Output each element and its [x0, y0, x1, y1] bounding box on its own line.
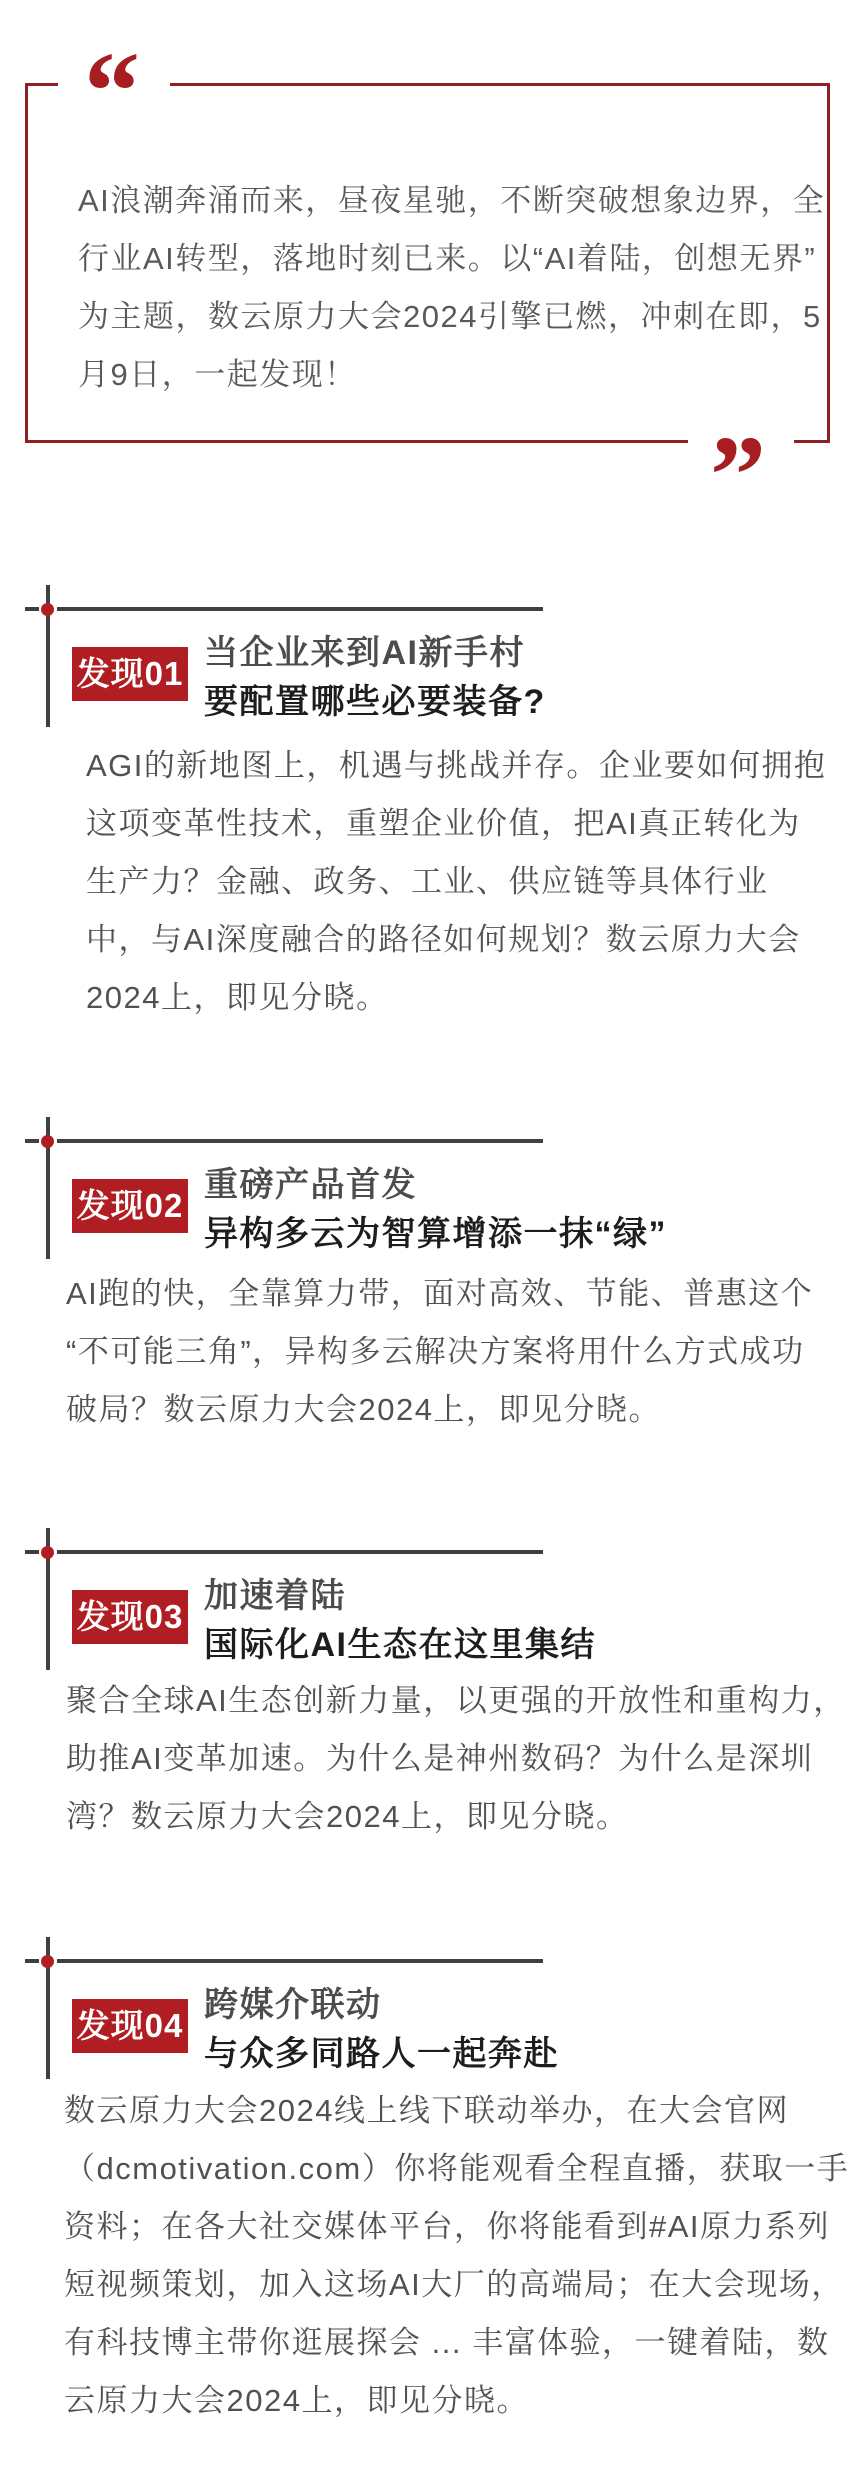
paragraph-line: 数云原力大会2024线上线下联动举办，在大会官网 — [64, 2093, 789, 2128]
paragraph-line: 聚合全球AI生态创新力量，以更强的开放性和重构力， — [66, 1683, 846, 1718]
paragraph-line: AGI的新地图上，机遇与挑战并存。企业要如何拥抱 — [86, 748, 827, 783]
paragraph-line: 2024上，即见分晓。 — [86, 980, 389, 1015]
divider-dot-icon — [41, 603, 54, 616]
section-badge: 发现02 — [72, 1179, 188, 1233]
paragraph-line: 云原力大会2024上，即见分晓。 — [64, 2383, 529, 2418]
divider-dot-icon — [41, 1955, 54, 1968]
section-title-kicker: 当企业来到AI新手村 — [204, 634, 525, 672]
quote-line: 为主题，数云原力大会2024引擎已燃，冲刺在即，5 — [78, 299, 822, 334]
quote-line: 行业AI转型，落地时刻已来。以“AI着陆，创想无界” — [78, 241, 817, 276]
section-paragraph — [86, 737, 826, 1027]
section-title-kicker: 重磅产品首发 — [204, 1166, 417, 1204]
section-badge: 发现04 — [72, 1999, 188, 2053]
paragraph-line: 资料；在各大社交媒体平台，你将能看到#AI原力系列 — [64, 2209, 831, 2244]
divider-horizontal-line — [57, 1139, 543, 1143]
divider-dot-icon — [41, 1546, 54, 1559]
divider-horizontal-line — [57, 1959, 543, 1963]
paragraph-line: 有科技博主带你逛展探会 ... 丰富体验，一键着陆，数 — [64, 2325, 830, 2360]
paragraph-line: 这项变革性技术，重塑企业价值，把AI真正转化为 — [86, 806, 801, 841]
paragraph-line: 生产力？金融、政务、工业、供应链等具体行业 — [86, 864, 769, 899]
paragraph-line: 助推AI变革加速。为什么是神州数码？为什么是深圳 — [66, 1741, 814, 1776]
quote-paragraph — [78, 172, 825, 404]
section-badge: 发现03 — [72, 1590, 188, 1644]
open-quote-icon: “ — [84, 30, 140, 154]
section-title-main: 与众多同路人一起奔赴 — [204, 2035, 559, 2073]
divider-dash — [25, 1550, 39, 1554]
section-paragraph — [66, 1265, 813, 1439]
section-paragraph — [64, 2082, 849, 2430]
close-quote-icon: ” — [710, 414, 766, 538]
paragraph-line: 湾？数云原力大会2024上，即见分晓。 — [66, 1799, 629, 1834]
paragraph-line: “不可能三角”，异构多云解决方案将用什么方式成功 — [66, 1334, 805, 1369]
paragraph-line: 中，与AI深度融合的路径如何规划？数云原力大会 — [86, 922, 801, 957]
paragraph-line: （dcmotivation.com）你将能观看全程直播，获取一手 — [64, 2151, 850, 2186]
paragraph-line: 短视频策划，加入这场AI大厂的高端局；在大会现场， — [64, 2267, 844, 2302]
divider-dash — [25, 607, 39, 611]
section-title-kicker: 加速着陆 — [204, 1577, 346, 1615]
divider-dot-icon — [41, 1135, 54, 1148]
divider-horizontal-line — [57, 1550, 543, 1554]
section-title-kicker: 跨媒介联动 — [204, 1986, 382, 2024]
section-title-main: 异构多云为智算增添一抹“绿” — [204, 1215, 667, 1253]
quote-box — [25, 83, 830, 443]
section-title-main: 要配置哪些必要装备? — [204, 683, 546, 721]
section-paragraph — [66, 1672, 846, 1846]
paragraph-line: AI跑的快，全靠算力带，面对高效、节能、普惠这个 — [66, 1276, 814, 1311]
quote-line: 月9日，一起发现！ — [78, 357, 357, 392]
divider-horizontal-line — [57, 607, 543, 611]
divider-dash — [25, 1139, 39, 1143]
quote-line: AI浪潮奔涌而来，昼夜星驰，不断突破想象边界，全 — [78, 183, 826, 218]
section-badge: 发现01 — [72, 647, 188, 701]
paragraph-line: 破局？数云原力大会2024上，即见分晓。 — [66, 1392, 661, 1427]
section-title-main: 国际化AI生态在这里集结 — [204, 1626, 596, 1664]
divider-dash — [25, 1959, 39, 1963]
